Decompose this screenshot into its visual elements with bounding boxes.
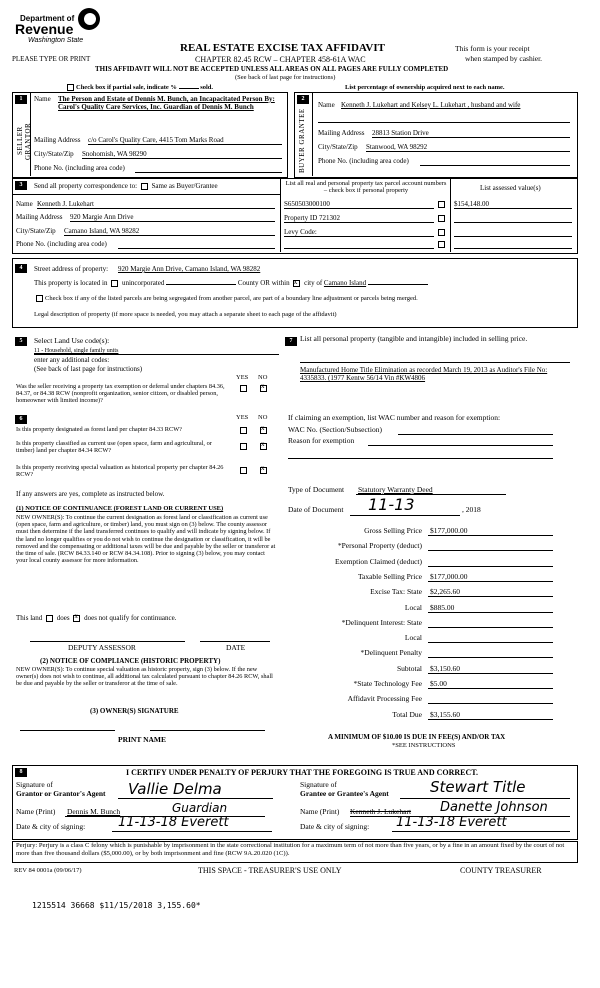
type-or-print: PLEASE TYPE OR PRINT bbox=[12, 55, 91, 63]
date-label: DATE bbox=[226, 643, 246, 652]
q-forest-yes[interactable] bbox=[238, 426, 249, 434]
partial-sale-row bbox=[65, 84, 213, 91]
no-header-2: NO bbox=[258, 414, 268, 421]
grantor-signature[interactable]: Vallie Delma bbox=[128, 780, 222, 798]
buyer-grantee-label: BUYER GRANTEE bbox=[298, 108, 306, 174]
notice-2-title: (2) NOTICE OF COMPLIANCE (HISTORIC PROPERTY) bbox=[40, 657, 221, 665]
section-7-number: 7 bbox=[285, 337, 297, 346]
buyer-mailing-value[interactable]: 28813 Station Drive bbox=[372, 129, 429, 137]
located-row bbox=[34, 276, 428, 287]
tax-row-label: Local bbox=[404, 633, 422, 642]
grantee-name-struck: Kenneth J. Lukehart bbox=[350, 807, 412, 816]
see-instructions-note: *SEE INSTRUCTIONS bbox=[392, 742, 456, 749]
seller-mailing-value[interactable]: c/o Carol's Quality Care, 4415 Tom Marks Road bbox=[88, 136, 224, 144]
send-correspondence-row bbox=[34, 182, 218, 190]
seller-phone-label: Phone No. (including area code) bbox=[34, 164, 125, 172]
see-back: (See back of last page for instructions) bbox=[235, 74, 336, 81]
yes-header-1: YES bbox=[236, 374, 249, 381]
q-exemption-yes[interactable] bbox=[238, 384, 249, 392]
doc-type-value[interactable]: Statutory Warranty Deed bbox=[358, 485, 433, 494]
street-value[interactable]: 920 Margie Ann Drive, Camano Island, WA 98282 bbox=[118, 265, 261, 273]
section-6-number: 6 bbox=[15, 415, 27, 424]
county-label: County OR within bbox=[237, 279, 290, 287]
does-not-checkbox[interactable]: x bbox=[73, 615, 80, 622]
buyer-city-value[interactable]: Stanwood, WA 98292 bbox=[366, 143, 428, 151]
tax-row-value[interactable]: $177,000.00 bbox=[430, 572, 468, 581]
same-as-buyer-label: Same as Buyer/Grantee bbox=[151, 182, 218, 190]
doc-date-label: Date of Document bbox=[288, 505, 344, 514]
seller-mailing-label: Mailing Address bbox=[34, 136, 81, 144]
tax-row-label: Gross Selling Price bbox=[364, 526, 422, 535]
corr-name-value[interactable]: Kenneth J. Lukehart bbox=[37, 200, 94, 208]
section-2-number: 2 bbox=[297, 95, 309, 104]
personal-property-value[interactable]: Manufactured Home Title Elimination as recorded March 19, 2013 as Auditor's File No: 4335833. (1977 Kentw 56/14 Vin #KW4806 bbox=[300, 366, 548, 383]
section-3-number: 3 bbox=[15, 181, 27, 190]
tax-row-label: Total Due bbox=[392, 710, 422, 719]
grantee-date-label: Date & city of signing: bbox=[300, 822, 370, 831]
minimum-due: A MINIMUM OF $10.00 IS DUE IN FEE(S) AND/OR TAX bbox=[328, 733, 506, 741]
tax-row-value[interactable]: $5.00 bbox=[430, 679, 447, 688]
grantee-sig-label-1: Signature of bbox=[300, 780, 337, 789]
does-checkbox[interactable] bbox=[46, 615, 53, 622]
corr-mailing-value[interactable]: 920 Margie Ann Drive bbox=[70, 213, 134, 221]
tax-row-line bbox=[428, 673, 553, 674]
personal-property-checkbox-2[interactable] bbox=[436, 214, 447, 222]
form-title: REAL ESTATE EXCISE TAX AFFIDAVIT bbox=[180, 42, 385, 54]
grantee-sig-label-2: Grantee or Grantee's Agent bbox=[300, 789, 389, 798]
grantee-date-city[interactable]: 11-13-18 Everett bbox=[396, 815, 507, 830]
land-use-label: Select Land Use code(s): bbox=[34, 336, 110, 345]
dor-logo bbox=[12, 8, 112, 46]
q-forest-no[interactable]: x bbox=[258, 426, 269, 434]
city-checkbox[interactable]: x bbox=[293, 280, 300, 287]
corr-city-value[interactable]: Camano Island, WA 98282 bbox=[64, 227, 140, 235]
grantee-signature[interactable]: Stewart Title bbox=[430, 778, 526, 796]
sold-label: sold. bbox=[200, 84, 214, 91]
exemption-question: Was the seller receiving a property tax exemption or deferral under chapters 84.36, 84.37, or 84.38 RCW (nonprofit organization, senior citizen, or disabled person, homeowner with limited income)? bbox=[16, 383, 225, 405]
rev-number: REV 84 0001a (09/06/17) bbox=[14, 867, 82, 874]
current-use-question: Is this property classified as current use (open space, farm and agricultural, or timber) land per chapter 84.34 RCW? bbox=[16, 440, 212, 455]
see-instructions-label: (See back of last page for instructions) bbox=[34, 365, 143, 373]
personal-property-list-label: List all personal property (tangible and intangible) included in selling price. bbox=[300, 334, 528, 343]
tax-row-value[interactable]: $177,000.00 bbox=[430, 526, 468, 535]
section-8-number: 8 bbox=[15, 768, 27, 777]
tax-row-label: *Delinquent Penalty bbox=[360, 648, 422, 657]
partial-sale-label: Check box if partial sale, indicate % bbox=[76, 84, 177, 91]
no-header-1: NO bbox=[258, 374, 268, 381]
additional-codes-label: enter any additional codes: bbox=[34, 356, 110, 364]
q-current-use-yes[interactable] bbox=[238, 442, 249, 450]
tax-row-value[interactable]: $885.00 bbox=[430, 603, 455, 612]
form-chapter: CHAPTER 82.45 RCW – CHAPTER 458-61A WAC bbox=[195, 55, 366, 64]
segregated-row bbox=[34, 295, 418, 302]
segregated-label: Check box if any of the listed parcels are being segregated from another parcel, are part of a boundary line adjustment or parcels being merged. bbox=[45, 295, 418, 302]
does-not-label: does not bbox=[84, 614, 108, 622]
corr-mailing-label: Mailing Address bbox=[16, 213, 63, 221]
perjury-text: Perjury: Perjury is a class C felony which is punishable by imprisonment in the state correctional institution for a maximum term of not more than five years, or by a fine in an amount fixed by the court of not more than five thousand dollars ($5,000.00), or by both imprisonment and fine (RCW 9A.20.020 (1C)). bbox=[16, 842, 565, 858]
logo-dept: Department of bbox=[20, 14, 75, 23]
unincorporated-checkbox[interactable] bbox=[111, 280, 118, 287]
buyer-phone-label: Phone No. (including area code) bbox=[318, 157, 409, 165]
county-treasurer-label: COUNTY TREASURER bbox=[460, 866, 542, 875]
notice-1-title: (1) NOTICE OF CONTINUANCE (FOREST LAND OR CURRENT USE) bbox=[16, 505, 224, 512]
tax-row-value[interactable]: $3,150.60 bbox=[430, 664, 460, 673]
q-historic-yes[interactable] bbox=[238, 466, 249, 474]
forest-land-question: Is this property designated as forest land per chapter 84.33 RCW? bbox=[16, 426, 182, 433]
treasurer-receipt: 1215514 36668 $11/15/2018 3,155.60* bbox=[32, 901, 201, 910]
q-historic-no[interactable]: x bbox=[258, 466, 269, 474]
notice-1-body: NEW OWNER(S): To continue the current designation as forest land or classification as current use (open space, farm and agriculture, or timber) land, you must sign on (3) below. The county assessor must then determine if the land transferred continues to qualify and will indicate by signing below. If the land no longer qualifies or you do not wish to continue the designation or classification, it will be removed and the compensating or additional taxes will be due and payable by the seller or transferor at the time of sale. (RCW 84.33.140 or RCW 84.34.108). Prior to signing (3) below, you may contact your local county assessor for more information. bbox=[16, 514, 276, 565]
treasurer-use-label: THIS SPACE - TREASURER'S USE ONLY bbox=[198, 866, 342, 875]
corr-name-label: Name bbox=[16, 200, 33, 208]
parcel-3[interactable]: Levy Code: bbox=[284, 228, 317, 236]
tax-row-label: Taxable Selling Price bbox=[357, 572, 422, 581]
q-exemption-no[interactable]: x bbox=[258, 384, 269, 392]
corr-phone-label: Phone No. (including area code) bbox=[16, 240, 107, 248]
q-current-use-no[interactable]: x bbox=[258, 442, 269, 450]
buyer-city-label: City/State/Zip bbox=[318, 143, 358, 151]
section-1-number: 1 bbox=[15, 95, 27, 104]
tax-row-value[interactable]: $2,265.60 bbox=[430, 587, 460, 596]
tax-row-line bbox=[428, 612, 553, 613]
tax-row-label: Affidavit Processing Fee bbox=[347, 694, 422, 703]
tax-row-line bbox=[428, 657, 553, 658]
seller-name-label: Name bbox=[34, 95, 51, 103]
send-label: Send all property correspondence to: bbox=[34, 182, 138, 190]
tax-row-line bbox=[428, 566, 553, 567]
assessed-value[interactable]: $154,148.00 bbox=[454, 200, 489, 208]
exemption-claim-label: If claiming an exemption, list WAC number and reason for exemption: bbox=[288, 413, 501, 422]
yes-header-2: YES bbox=[236, 414, 249, 421]
tax-row-line bbox=[428, 535, 553, 536]
parcel-header: List all real and personal property tax parcel account numbers – check box if personal property bbox=[285, 180, 447, 195]
tax-row-label: *State Technology Fee bbox=[353, 679, 422, 688]
city-of-label: city of bbox=[304, 279, 323, 287]
parcel-2[interactable]: Property ID 721302 bbox=[284, 214, 340, 222]
personal-property-checkbox-1[interactable] bbox=[436, 200, 447, 208]
city-value[interactable]: Camano Island bbox=[323, 279, 367, 287]
buyer-name-value[interactable]: Kenneth J. Lukehart and Kelsey L. Lukehart , husband and wife bbox=[341, 101, 521, 109]
section-5-number: 5 bbox=[15, 337, 27, 346]
tax-row-label: Local bbox=[404, 603, 422, 612]
deputy-assessor-label: DEPUTY ASSESSOR bbox=[68, 643, 136, 652]
seller-city-value[interactable]: Snohomish, WA 98290 bbox=[82, 150, 147, 158]
reason-label: Reason for exemption bbox=[288, 436, 355, 445]
legal-description-label: Legal description of property (if more space is needed, you may attach a separate sheet to each page of the affidavit) bbox=[34, 311, 337, 318]
receipt-2: when stamped by cashier. bbox=[465, 54, 543, 63]
doc-type-label: Type of Document bbox=[288, 485, 345, 494]
tax-row-label: Exemption Claimed (deduct) bbox=[334, 557, 422, 566]
historic-question: Is this property receiving special valuation as historical property per chapter 84.26 RCW? bbox=[16, 464, 224, 479]
receipt-1: This form is your receipt bbox=[455, 44, 530, 53]
tax-row-line bbox=[428, 627, 553, 628]
section-4-number: 4 bbox=[15, 264, 27, 273]
tax-row-value[interactable]: $3,155.60 bbox=[430, 710, 460, 719]
assessed-header: List assessed value(s) bbox=[480, 184, 541, 192]
located-label: This property is located in bbox=[34, 279, 108, 287]
wac-label: WAC No. (Section/Subsection) bbox=[288, 425, 382, 434]
continuance-row bbox=[16, 611, 177, 622]
parcel-1[interactable]: S650503000100 bbox=[284, 200, 330, 208]
form-warning: THIS AFFIDAVIT WILL NOT BE ACCEPTED UNLESS ALL AREAS ON ALL PAGES ARE FULLY COMPLETED bbox=[95, 65, 449, 73]
segregated-checkbox[interactable] bbox=[36, 295, 43, 302]
tax-row-line bbox=[428, 642, 553, 643]
this-land-label: This land bbox=[16, 614, 43, 622]
street-label: Street address of property: bbox=[34, 265, 109, 273]
tax-row-line bbox=[428, 703, 553, 704]
tax-row-line bbox=[428, 581, 553, 582]
grantee-name-label: Name (Print) bbox=[300, 807, 340, 816]
tax-row-label: Excise Tax: State bbox=[370, 587, 422, 596]
grantor-date-label: Date & city of signing: bbox=[16, 822, 86, 831]
logo-revenue: Revenue bbox=[15, 21, 74, 37]
notice-2-body: NEW OWNER(S): To continue special valuation as historic property, sign (3) below. If the new owner(s) does not wish to continue, all additional tax calculated pursuant to chapter 84.26 RCW, shall be due and payable by the seller or transferor at the time of sale. bbox=[16, 666, 273, 688]
seller-city-label: City/State/Zip bbox=[34, 150, 74, 158]
tax-row-label: *Personal Property (deduct) bbox=[337, 541, 422, 550]
seller-grantor-label: SELLER GRANTOR bbox=[16, 122, 33, 160]
grantor-name[interactable]: Dennis M. Bunch bbox=[67, 807, 121, 816]
tax-row-line bbox=[428, 719, 553, 720]
grantor-name-label: Name (Print) bbox=[16, 807, 56, 816]
tax-row-line bbox=[428, 596, 553, 597]
doc-date-value[interactable]: 11-13 bbox=[368, 495, 415, 514]
same-as-buyer-checkbox[interactable] bbox=[141, 183, 148, 190]
grantor-role[interactable]: Guardian bbox=[172, 801, 228, 815]
grantor-date-city[interactable]: 11-13-18 Everett bbox=[118, 815, 229, 830]
does-label: does bbox=[56, 614, 70, 622]
print-name-label: PRINT NAME bbox=[118, 735, 166, 744]
doc-year: , 2018 bbox=[462, 505, 481, 514]
grantor-sig-label-1: Signature of bbox=[16, 780, 53, 789]
qualify-label: qualify for continuance. bbox=[109, 614, 177, 622]
tax-row-line bbox=[428, 688, 553, 689]
buyer-mailing-label: Mailing Address bbox=[318, 129, 365, 137]
seller-name-value[interactable]: The Person and Estate of Dennis M. Bunch, an Incapacitated Person By: Carol's Quality Care Services, Inc. Guardian of Dennis M. Bunch bbox=[58, 95, 275, 112]
if-yes-label: If any answers are yes, complete as instructed below. bbox=[16, 490, 165, 498]
grantor-sig-label-2: Grantor or Grantor's Agent bbox=[16, 789, 106, 798]
tax-row-label: Subtotal bbox=[396, 664, 422, 673]
buyer-name-label: Name bbox=[318, 101, 335, 109]
partial-sale-checkbox[interactable] bbox=[67, 84, 74, 91]
corr-city-label: City/State/Zip bbox=[16, 227, 56, 235]
owner-signature-label: (3) OWNER(S) SIGNATURE bbox=[90, 707, 179, 715]
logo-state: Washington State bbox=[28, 37, 84, 44]
certify-statement: I CERTIFY UNDER PENALTY OF PERJURY THAT THE FOREGOING IS TRUE AND CORRECT. bbox=[126, 768, 479, 777]
tax-row-label: *Delinquent Interest: State bbox=[341, 618, 422, 627]
land-use-code[interactable]: 11 - Household, single family units bbox=[34, 348, 119, 354]
grantee-name[interactable]: Danette Johnson bbox=[440, 800, 548, 815]
personal-property-checkbox-4[interactable] bbox=[436, 240, 447, 248]
unincorporated-label: unincorporated bbox=[121, 279, 165, 287]
tax-row-line bbox=[428, 550, 553, 551]
percentage-note: List percentage of ownership acquired next to each name. bbox=[345, 84, 505, 91]
personal-property-checkbox-3[interactable] bbox=[436, 228, 447, 236]
